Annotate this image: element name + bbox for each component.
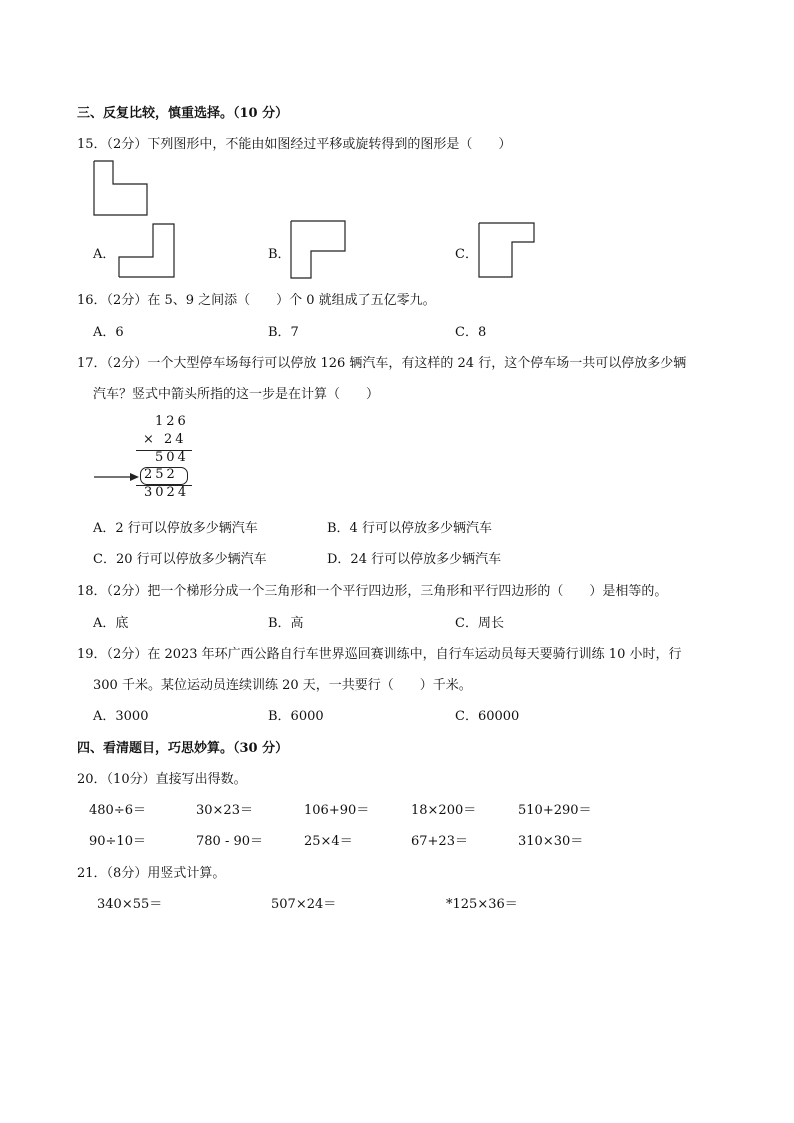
q15-reference-shape [93, 160, 149, 217]
question-18-stem: 18．（2分）把一个梯形分成一个三角形和一个平行四边形，三角形和平行四边形的（ ）是相等的。 [77, 584, 668, 599]
q20-item: 480÷6＝ [89, 803, 146, 818]
q19-option-b[interactable]: B．6000 [268, 709, 324, 724]
q20-item: 780 - 90＝ [196, 834, 264, 849]
calc-multiplier: × 24 [143, 432, 187, 447]
question-19-stem-line1: 19．（2分）在 2023 年环广西公路自行车世界巡回赛训练中，自行车运动员每天要骑行训练 10 小时，行 [77, 647, 682, 662]
q20-item: 25×4＝ [304, 834, 353, 849]
q18-option-b[interactable]: B．高 [268, 616, 304, 631]
q16-option-b[interactable]: B．7 [268, 325, 299, 340]
calc-partial-product-1: 504 [155, 450, 189, 465]
q21-item: 340×55＝ [97, 897, 163, 912]
q21-item: *125×36＝ [446, 897, 518, 912]
q15-option-c-shape[interactable] [478, 222, 536, 279]
q18-option-c[interactable]: C．周长 [455, 616, 504, 631]
q20-item: 30×23＝ [196, 803, 253, 818]
q15-option-a-shape[interactable] [118, 223, 176, 279]
question-16-stem: 16．（2分）在 5、9 之间添（ ）个 0 就组成了五亿零九。 [77, 293, 436, 308]
q15-option-b-label[interactable]: B． [268, 247, 291, 262]
question-17-stem-line2: 汽车？竖式中箭头所指的这一步是在计算（ ） [93, 387, 380, 402]
question-21-stem: 21．（8分）用竖式计算。 [77, 866, 226, 881]
q21-item: 507×24＝ [271, 897, 337, 912]
q15-option-c-label[interactable]: C． [455, 247, 478, 262]
q19-option-a[interactable]: A．3000 [93, 709, 149, 724]
q17-option-a[interactable]: A．2 行可以停放多少辆汽车 [93, 521, 258, 536]
q20-item: 18×200＝ [411, 803, 477, 818]
q16-option-a[interactable]: A．6 [93, 325, 124, 340]
section-4-title: 四、看清题目，巧思妙算。（30 分） [77, 741, 289, 756]
q15-option-b-shape[interactable] [290, 220, 347, 280]
question-20-stem: 20．（10分）直接写出得数。 [77, 772, 247, 787]
section-3-title: 三、反复比较，慎重选择。（10 分） [77, 106, 289, 121]
q20-item: 510+290＝ [518, 803, 592, 818]
q20-item: 67+23＝ [411, 834, 468, 849]
q18-option-a[interactable]: A．底 [93, 616, 129, 631]
q17-option-c[interactable]: C．20 行可以停放多少辆汽车 [93, 552, 267, 567]
q17-option-b[interactable]: B．4 行可以停放多少辆汽车 [327, 521, 492, 536]
q19-option-c[interactable]: C．60000 [455, 709, 520, 724]
arrow-icon [93, 471, 141, 483]
calc-partial-product-2: 252 [144, 467, 178, 482]
q17-option-d[interactable]: D．24 行可以停放多少辆汽车 [327, 552, 502, 567]
q20-item: 310×30＝ [518, 834, 584, 849]
calc-multiplicand: 126 [155, 414, 189, 429]
question-17-stem-line1: 17．（2分）一个大型停车场每行可以停放 126 辆汽车，有这样的 24 行，这个停车场一共可以停放多少辆 [77, 356, 687, 371]
question-19-stem-line2: 300 千米。某位运动员连续训练 20 天，一共要行（ ）千米。 [93, 678, 472, 693]
calc-product: 3024 [144, 485, 190, 500]
q20-item: 90÷10＝ [89, 834, 146, 849]
question-15-stem: 15．（2分）下列图形中，不能由如图经过平移或旋转得到的图形是（ ） [77, 137, 512, 152]
q20-item: 106+90＝ [304, 803, 370, 818]
q15-option-a-label[interactable]: A． [93, 247, 116, 262]
q16-option-c[interactable]: C．8 [455, 325, 487, 340]
